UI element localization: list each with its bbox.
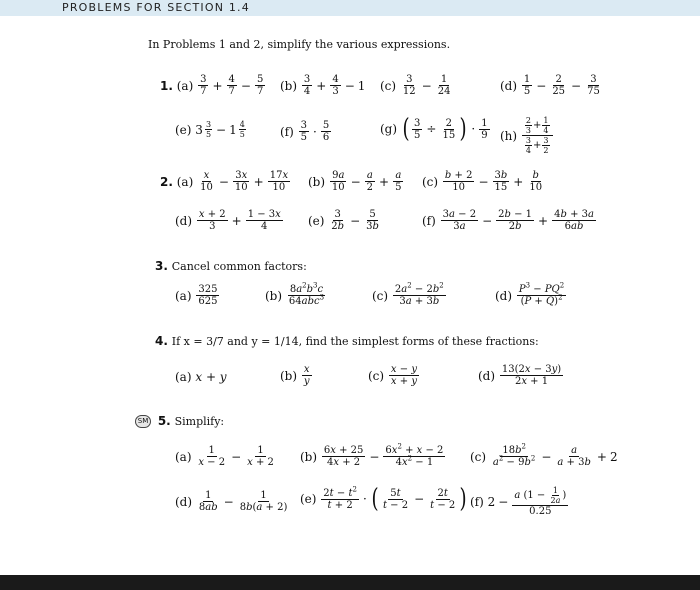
problem-3b: (b) $8a^2b^3c$ 64abc$^3$ — [265, 281, 325, 307]
problem-5-text: Simplify: — [174, 415, 225, 428]
problem-1a: 1. (a) 3 7 + $\frac{4}{7}$ − $\frac{5}{7}$ — [160, 74, 264, 97]
label-1f: (f) — [280, 124, 294, 139]
problem-1b: (b) 3 4 + $\frac{4}{3}$ − 1 — [280, 74, 366, 97]
problem-2f: (f) 3a − 2 3a − $\frac{2b - 1}{2b}$ + $\frac{4b + 3a}{6ab}$ — [422, 209, 594, 232]
label-1a: (a) — [176, 78, 194, 93]
label-5d: (d) — [175, 494, 193, 509]
problem-3-text: Cancel common factors: — [171, 260, 307, 273]
problem-number-3: 3. — [155, 259, 168, 273]
problem-2a: 2. (a) x 10 − $\frac{3x}{10}$ + $\frac{17x}{10}$ — [160, 170, 289, 193]
problem-5-heading — [135, 414, 224, 429]
label-3a: (a) — [175, 288, 192, 303]
problem-5c: (c) $18b^2$ $a^2 - 9b^2$ − $\frac{a}{a + 3b}$ + 2 — [470, 442, 618, 468]
problem-3d: (d) $P^3 - PQ^2$ $(P + Q)^2$ — [495, 281, 565, 307]
problem-number-2: 2. — [160, 174, 173, 189]
label-3b: (b) — [265, 288, 283, 303]
label-1d: (d) — [500, 78, 518, 93]
problem-3a: (a) 325 625 — [175, 284, 218, 307]
label-1b: (b) — [280, 78, 298, 93]
problem-1e: (e) 3 3 5 − 1 4 5 — [175, 120, 245, 139]
section-header-bar — [0, 0, 700, 16]
label-5a: (a) — [175, 449, 192, 464]
label-5b: (b) — [300, 449, 318, 464]
label-4a: (a) — [175, 370, 192, 384]
label-2f: (f) — [422, 213, 436, 228]
problem-5e: (e) $2t - t^2$ t + 2 · ( 5t t − 2 − $\frac{2t}{t - 2}$ ) — [300, 484, 467, 514]
intro-text: In Problems 1 and 2, simplify the various expressions. — [148, 38, 451, 51]
problem-5b: (b) 6x + 25 4x + 2 − $\frac{6x^2 + x - 2}{4x^2 - 1}$ — [300, 442, 444, 468]
label-5f: (f) — [470, 494, 484, 509]
label-4d: (d) — [478, 368, 496, 383]
problem-4d: (d) 13(2x − 3y) 2x + 1 — [478, 364, 562, 387]
problem-5f: (f) 2 − a (1 − $\frac{1}{2a}$ ) 0.25 — [470, 486, 567, 517]
label-2a: (a) — [176, 174, 194, 189]
problem-5a: (a) 1 x − 2 − $\frac{1}{x + 2}$ — [175, 445, 274, 468]
problem-4-text: If x = 3/7 and y = 1/14, find the simplest forms of these fractions: — [171, 335, 539, 348]
problem-number-1: 1. — [160, 78, 173, 93]
label-3d: (d) — [495, 288, 513, 303]
problem-2c: (c) b + 2 10 − $\frac{3b}{15}$ + $\frac{b}{10}$ — [422, 170, 543, 193]
problem-1f: (f) 3 5 · 5 6 — [280, 120, 330, 143]
label-4b: (b) — [280, 368, 298, 383]
expr-4a: x + y — [195, 370, 227, 384]
label-1e: (e) — [175, 122, 192, 137]
label-2b: (b) — [308, 174, 326, 189]
problem-4b: (b) x y — [280, 364, 310, 387]
problem-1c: (c) 3 12 − $\frac{1}{24}$ — [380, 74, 451, 97]
problem-4-heading — [155, 334, 539, 349]
problem-2d: (d) x + 2 3 + $\frac{1 - 3x}{4}$ — [175, 209, 281, 232]
problem-1g: (g) ( $\frac{3}{5}$ ÷ $\frac{2}{15}$ ) · 1 9 — [380, 114, 488, 144]
problem-number-5: 5. — [157, 414, 171, 428]
bottom-bar — [0, 575, 700, 590]
section-title: PROBLEMS FOR SECTION 1.4 — [62, 1, 250, 14]
sm-badge: SM — [135, 415, 151, 428]
problem-5d: (d) 1 8ab − $\frac{1}{8b(a + 2)}$ — [175, 490, 288, 513]
label-2c: (c) — [422, 174, 439, 189]
problem-4c: (c) x − y x + y — [368, 364, 417, 387]
problem-2b: (b) 9a 10 − $\frac{a}{2}$ + $\frac{a}{5}$ — [308, 170, 402, 193]
problem-2e: (e) 3 2b − $\frac{5}{3b}$ — [308, 209, 379, 232]
problem-3-heading — [155, 259, 307, 274]
label-4c: (c) — [368, 368, 385, 383]
problem-1h: (h) $\frac{2}{3}$ + $\frac{1}{4}$ $\frac{3}{4}$ + $\frac{3}{2}$ — [500, 116, 554, 155]
problem-3c: (c) $2a^2 - 2b^2$ 3a + 3b — [372, 281, 444, 307]
problem-1d: (d) 1 5 − $\frac{2}{25}$ − $\frac{3}{75}$ — [500, 74, 600, 97]
label-3c: (c) — [372, 288, 389, 303]
label-2e: (e) — [308, 213, 325, 228]
problem-4a — [175, 370, 227, 384]
label-1c: (c) — [380, 78, 397, 93]
label-1g: (g) — [380, 122, 398, 136]
problem-number-4: 4. — [155, 334, 168, 348]
label-2d: (d) — [175, 213, 193, 228]
label-5c: (c) — [470, 449, 487, 464]
label-1h: (h) — [500, 128, 518, 143]
label-5e: (e) — [300, 492, 317, 506]
